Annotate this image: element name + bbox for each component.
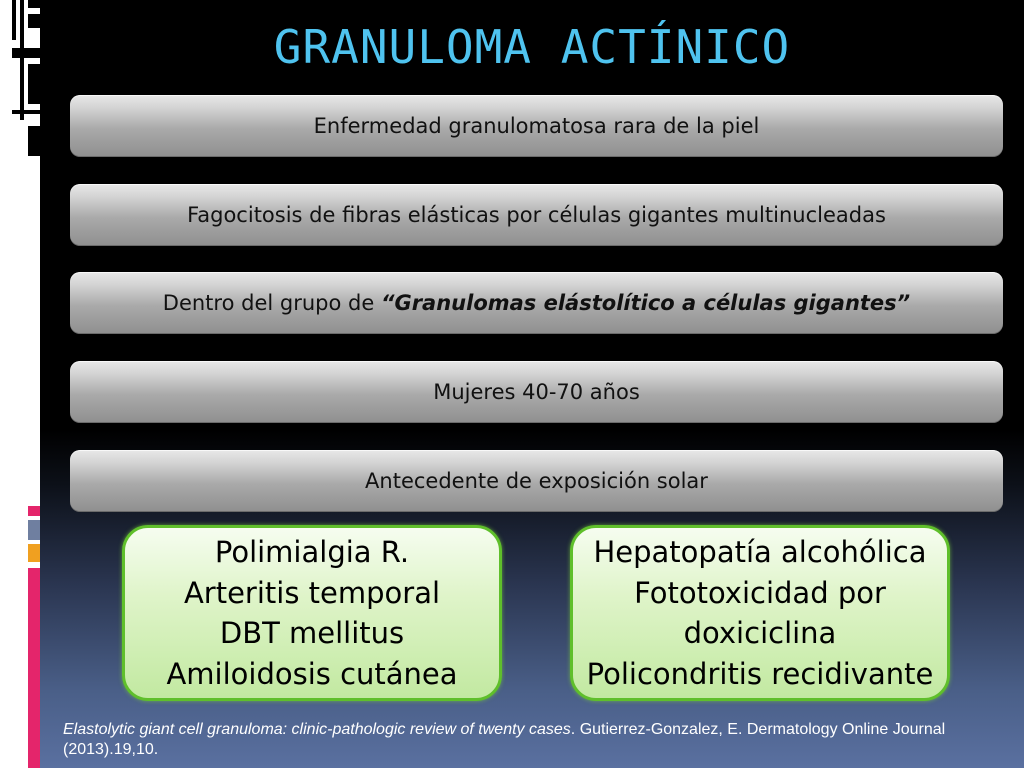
- slide-title: GRANULOMA ACTÍNICO: [273, 20, 791, 74]
- card-line: Arteritis temporal: [183, 575, 441, 610]
- card-line: DBT mellitus: [219, 616, 405, 650]
- fact-bar-3-emphasis: “Granulomas elástolítico a células gigantes”: [380, 291, 911, 315]
- card-line: Hepatopatía alcohólica: [593, 535, 927, 569]
- card-line: Polimialgia R.: [214, 535, 410, 569]
- card-line: doxiciclina: [683, 616, 837, 650]
- card-line: Amiloidosis cutánea: [166, 656, 458, 691]
- decor-block-pattern: [12, 0, 40, 200]
- reference-citation: [63, 720, 1008, 760]
- fact-bar-2: Fagocitosis de fibras elásticas por células gigantes multinucleadas: [70, 184, 1003, 246]
- citation-title: Elastolytic giant cell granuloma: clinic-pathologic review of twenty cases: [63, 721, 571, 738]
- fact-bar-1: Enfermedad granulomatosa rara de la piel: [70, 95, 1003, 157]
- decor-color-stripes: [28, 506, 40, 768]
- card-line: Fototoxicidad por: [634, 575, 886, 610]
- fact-bar-3-prefix: Dentro del grupo de: [162, 291, 381, 315]
- associations-card-left: [122, 525, 502, 701]
- card-line: Policondritis recidivante: [586, 656, 934, 691]
- associations-card-right: [570, 525, 950, 701]
- fact-bar-5: Antecedente de exposición solar: [70, 450, 1003, 512]
- fact-bar-4: Mujeres 40-70 años: [70, 361, 1003, 423]
- fact-bar-3: [70, 272, 1003, 334]
- citation-details: . Gutierrez-Gonzalez, E. Dermatology Online Journal (2013).19,10.: [63, 721, 946, 758]
